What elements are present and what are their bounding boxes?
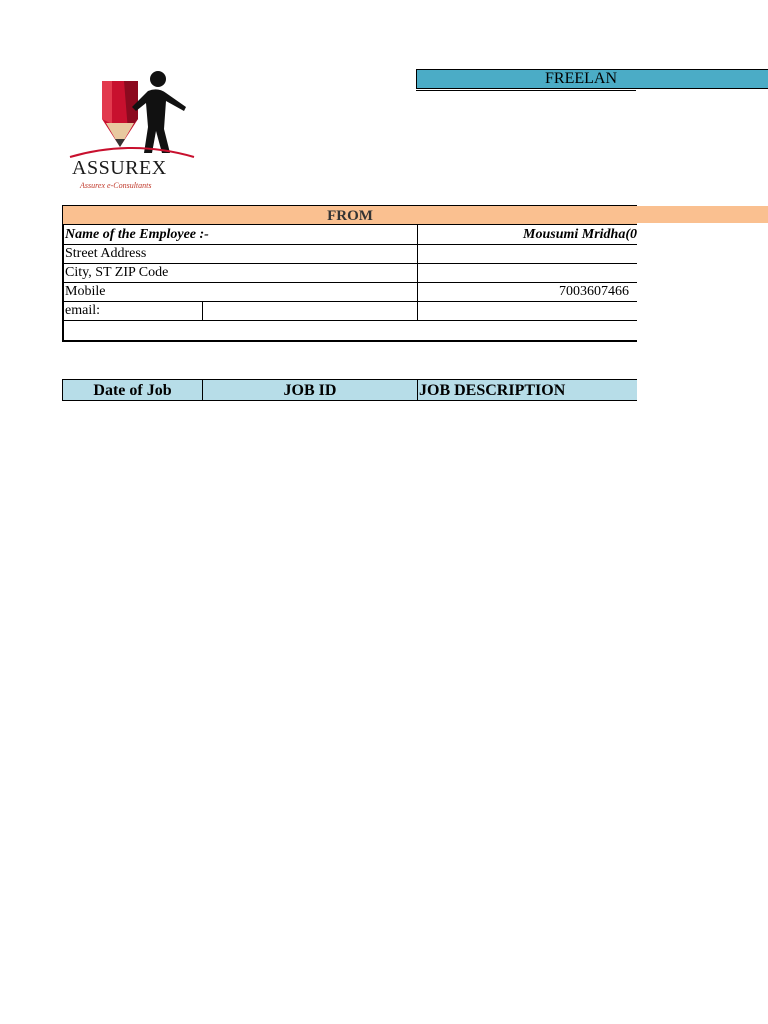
- from-header-extension: [637, 206, 768, 223]
- company-logo: [62, 69, 200, 194]
- city-zip-row: [64, 263, 637, 283]
- title-bar: [416, 69, 768, 89]
- pencil-person-icon: [62, 69, 200, 159]
- street-address-label: Street Address: [65, 246, 147, 261]
- city-zip-label: City, ST ZIP Code: [65, 265, 169, 280]
- from-grid: [62, 225, 637, 342]
- street-address-row: [64, 244, 637, 264]
- mobile-row: [64, 282, 637, 302]
- mobile-value[interactable]: 7003607466: [559, 284, 629, 299]
- employee-name-label: Name of the Employee :-: [65, 227, 209, 242]
- job-table-header: [62, 379, 637, 401]
- column-separator: [417, 380, 418, 400]
- column-job-id: JOB ID: [283, 382, 337, 399]
- email-divider: [202, 301, 203, 320]
- page-title: FREELAN: [545, 70, 617, 87]
- mobile-label: Mobile: [65, 284, 106, 299]
- column-date-of-job: Date of Job: [93, 382, 172, 399]
- from-header: [62, 205, 637, 225]
- employee-name-value[interactable]: Mousumi Mridha(0: [523, 227, 637, 242]
- logo-tagline: Assurex e-Consultants: [80, 181, 152, 190]
- from-heading: FROM: [327, 208, 373, 224]
- email-row: [64, 301, 637, 321]
- column-job-description: JOB DESCRIPTION: [419, 382, 566, 399]
- title-underline: [416, 89, 636, 91]
- logo-company-name: ASSUREX: [72, 157, 167, 179]
- email-label: email:: [65, 303, 100, 318]
- employee-name-row: [64, 225, 637, 245]
